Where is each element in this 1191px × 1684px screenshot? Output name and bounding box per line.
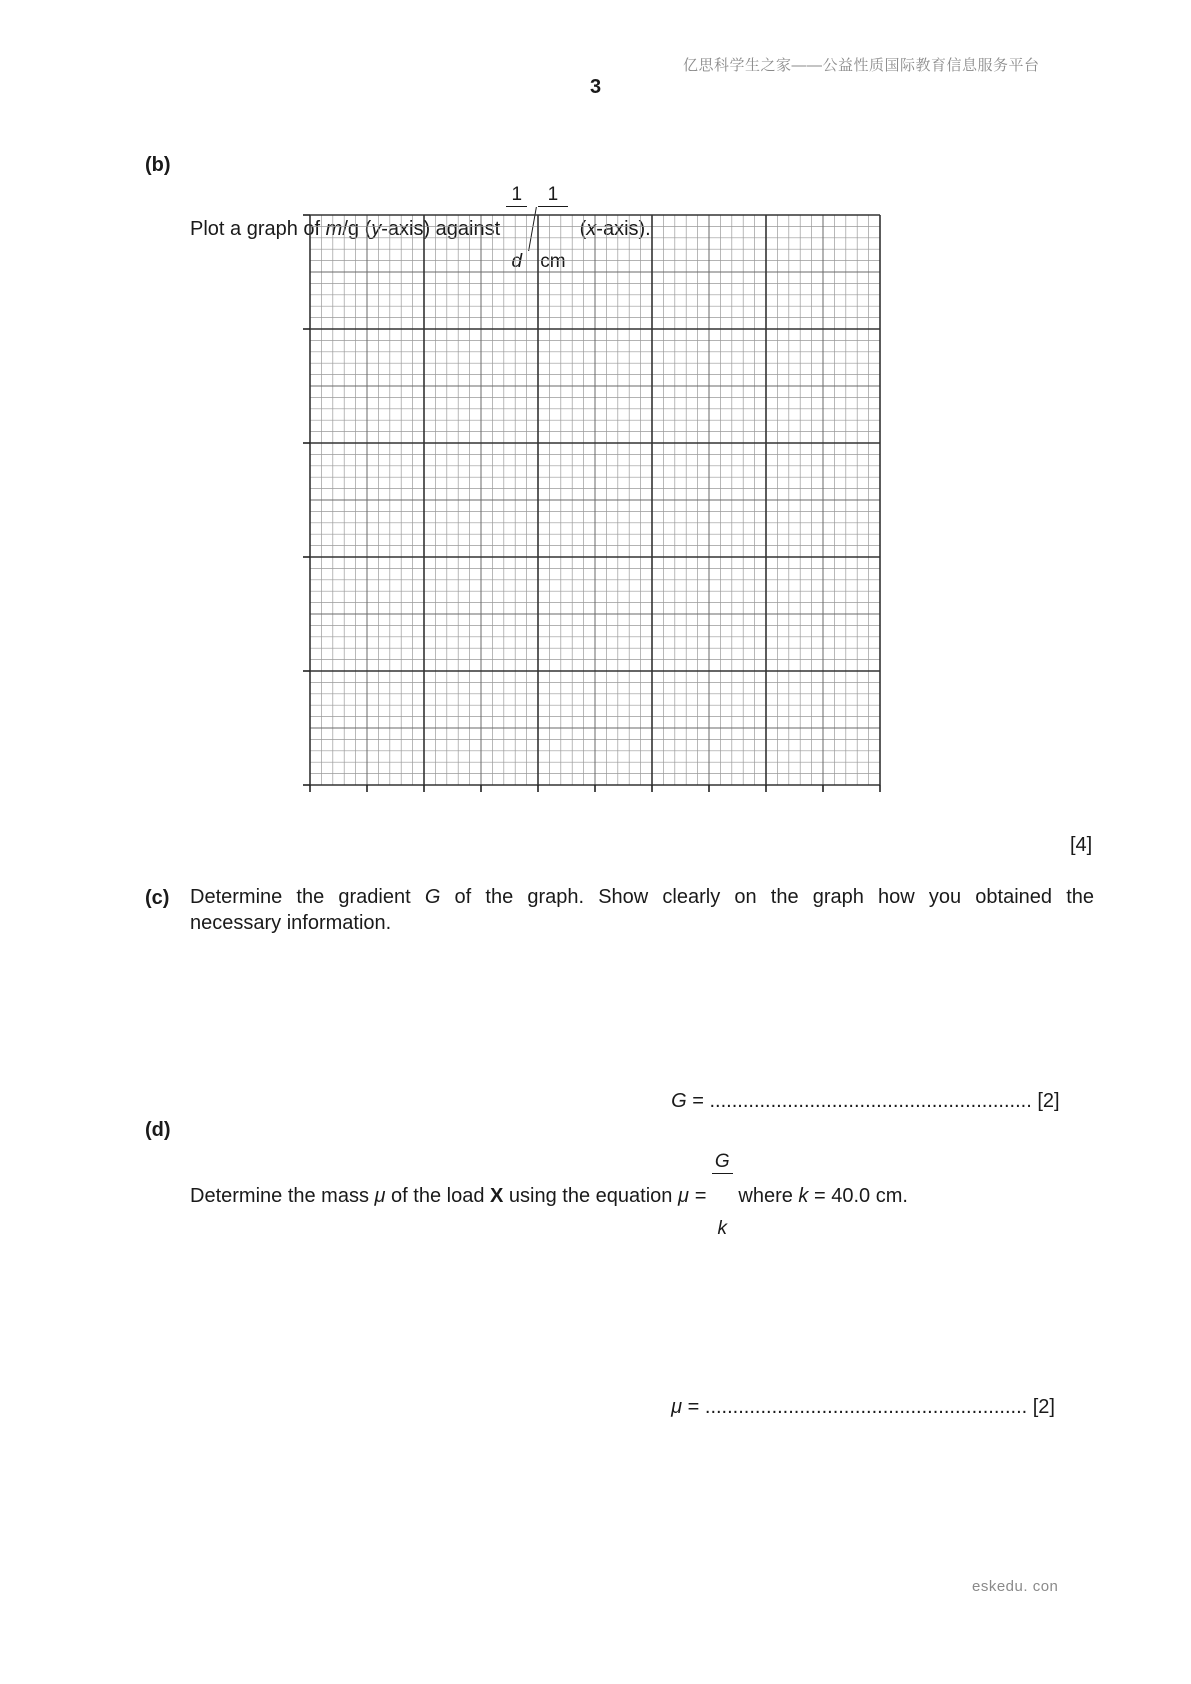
m-variable: m (325, 217, 343, 240)
x-paren: ( (579, 217, 587, 240)
equation-lhs: μ = (677, 1184, 712, 1207)
part-d-marks: [2] (1032, 1396, 1055, 1418)
part-d-text-3: using the equation (503, 1184, 678, 1207)
header-watermark: 亿思科学生之家——公益性质国际教育信息服务平台 (683, 57, 1040, 74)
part-b-label: (b) (145, 154, 171, 176)
answer-g-dots: .......................................................... (709, 1090, 1032, 1112)
graph-paper[interactable] (300, 210, 890, 800)
frac2-denominator: cm (540, 251, 566, 272)
unit-g: /g ( (342, 217, 372, 240)
part-c-marks: [2] (1037, 1090, 1060, 1112)
part-c-text-2: of the graph. Show clearly on the graph how you obtained the (440, 886, 1094, 908)
y-variable: y (371, 217, 382, 240)
x-variable: x (586, 217, 597, 240)
footer-watermark: eskedu. con (972, 1578, 1059, 1595)
mu-variable: μ (374, 1184, 386, 1207)
frac2-numerator: 1 (538, 184, 567, 207)
k-variable: k (798, 1184, 809, 1207)
answer-g-equals: = (686, 1090, 710, 1112)
part-d-label: (d) (145, 1119, 171, 1141)
answer-g-label: G (671, 1090, 687, 1112)
g-variable: G (424, 886, 441, 908)
fraction-g-over-k (712, 1107, 733, 1284)
part-d-text-5: = 40.0 cm. (808, 1184, 908, 1207)
x-axis-text: -axis). (596, 217, 651, 240)
part-d-text-1: Determine the mass (190, 1184, 375, 1207)
y-axis-text: -axis) against (381, 217, 501, 240)
part-d-text-4: where (732, 1184, 799, 1207)
frac-k-denominator: k (717, 1218, 728, 1239)
part-c-label: (c) (145, 887, 170, 909)
answer-mu-equals: = (682, 1396, 705, 1418)
answer-mu-dots: .......................................................... (704, 1396, 1028, 1418)
load-x-label: X (490, 1184, 504, 1207)
frac1-numerator: 1 (506, 184, 527, 207)
part-d-text-2: of the load (385, 1184, 491, 1207)
part-b-text: Plot a graph of (190, 217, 326, 240)
part-c-line-1 (190, 884, 1094, 910)
mid-grid-lines (310, 215, 880, 785)
frac-g-numerator: G (712, 1151, 733, 1174)
part-b-marks: [4] (1070, 834, 1093, 856)
part-c-line-2: necessary information. (190, 912, 392, 934)
frac1-denominator: d (511, 251, 523, 272)
answer-mu-label: μ (671, 1396, 683, 1418)
part-d-question (190, 1107, 908, 1284)
mass-answer-line[interactable] (660, 1373, 1055, 1419)
page-number: 3 (590, 76, 602, 98)
part-c-text-1: Determine the gradient (190, 886, 425, 908)
